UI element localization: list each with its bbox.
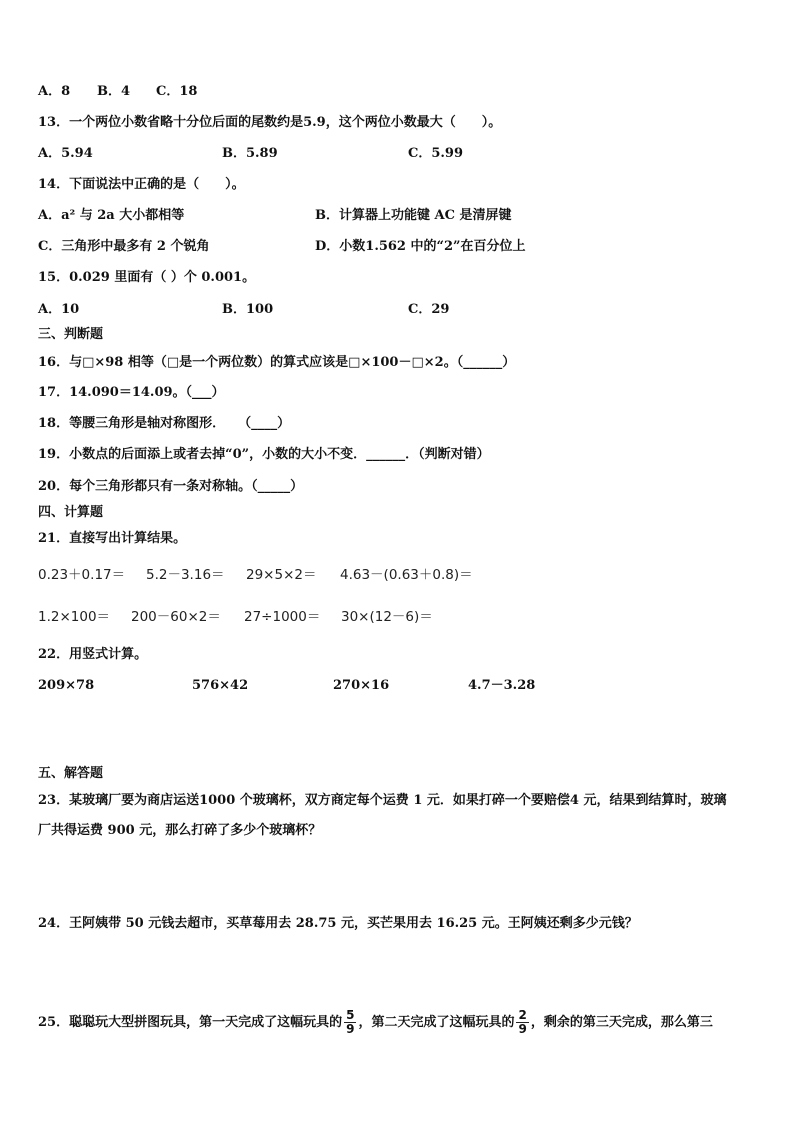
q14-option-c: C．三角形中最多有 2 个锐角 [38, 239, 210, 254]
q23-line-2: 厂共得运费 900 元，那么打碎了多少个玻璃杯？ [38, 823, 322, 838]
q16: 16．与□×98 相等（□是一个两位数）的算式应该是□×100－□×2。（______） [38, 355, 516, 370]
q21-expr-7: 27÷1000＝ [244, 609, 321, 625]
q21-expr-5: 1.2×100＝ [38, 609, 111, 625]
q15-option-a: A．10 [38, 302, 80, 317]
q13-option-a: A．5.94 [38, 146, 93, 161]
q22-item-4: 4.7－3.28 [468, 678, 536, 693]
section-heading-word-problems: 五、解答题 [38, 766, 104, 781]
q12-option-a: A．8 [38, 84, 71, 99]
q15-option-c: C．29 [408, 302, 450, 317]
q22-stem: 22．用竖式计算。 [38, 647, 148, 662]
section-heading-judgment: 三、判断题 [38, 327, 104, 342]
q14-option-d: D．小数1.562 中的“2”在百分位上 [315, 239, 526, 254]
q25-text-3: ，剩余的第三天完成，那么第三 [530, 1015, 713, 1030]
q22-item-1: 209×78 [38, 678, 95, 693]
q25-fraction-2-denominator: 9 [518, 1022, 527, 1036]
q21-expr-1: 0.23＋0.17＝ [38, 567, 126, 583]
q21-stem: 21．直接写出计算结果。 [38, 531, 187, 546]
q25-fraction-1 [344, 1009, 356, 1036]
q12-option-b: B．4 [97, 84, 131, 99]
q21-expr-2: 5.2－3.16＝ [146, 567, 225, 583]
q14-option-a: A．a² 与 2a 大小都相等 [38, 208, 185, 223]
q22-item-2: 576×42 [192, 678, 249, 693]
q25 [38, 1004, 713, 1042]
q21-expr-3: 29×5×2＝ [246, 567, 317, 583]
q18: 18．等腰三角形是轴对称图形． （____） [38, 416, 291, 431]
q14-stem: 14．下面说法中正确的是（ ）。 [38, 177, 245, 192]
q15-stem: 15．0.029 里面有（ ）个 0.001。 [38, 270, 256, 285]
q25-text-1: 25．聪聪玩大型拼图玩具，第一天完成了这幅玩具的 [38, 1015, 343, 1030]
q13-option-b: B．5.89 [222, 146, 278, 161]
q13-option-c: C．5.99 [408, 146, 464, 161]
q17: 17．14.090＝14.09。（___） [38, 385, 225, 400]
q21-expr-4: 4.63－(0.63＋0.8)＝ [340, 567, 473, 583]
q25-text-2: ，第二天完成了这幅玩具的 [358, 1015, 515, 1030]
q24: 24．王阿姨带 50 元钱去超市，买草莓用去 28.75 元，买芒果用去 16.25 元。王阿姨还剩多少元钱？ [38, 916, 638, 931]
q22-item-3: 270×16 [333, 678, 390, 693]
q25-fraction-2 [516, 1009, 528, 1036]
q12-option-c: C．18 [156, 84, 198, 99]
q21-expr-8: 30×(12－6)＝ [341, 609, 433, 625]
q19: 19．小数点的后面添上或者去掉“0”，小数的大小不变．______．（判断对错） [38, 447, 490, 462]
q20: 20．每个三角形都只有一条对称轴。（_____） [38, 479, 304, 494]
q13-stem: 13．一个两位小数省略十分位后面的尾数约是5.9，这个两位小数最大（ ）。 [38, 115, 502, 130]
section-heading-calculation: 四、计算题 [38, 505, 104, 520]
q23-line-1: 23．某玻璃厂要为商店运送1000 个玻璃杯，双方商定每个运费 1 元．如果打碎一个要赔偿4 元，结果到结算时，玻璃 [38, 793, 727, 808]
q25-fraction-1-numerator: 5 [346, 1008, 355, 1022]
q25-fraction-1-denominator: 9 [346, 1022, 355, 1036]
q21-expr-6: 200－60×2＝ [131, 609, 221, 625]
q15-option-b: B．100 [222, 302, 274, 317]
q25-fraction-2-numerator: 2 [518, 1008, 527, 1022]
q14-option-b: B．计算器上功能键 AC 是清屏键 [315, 208, 512, 223]
